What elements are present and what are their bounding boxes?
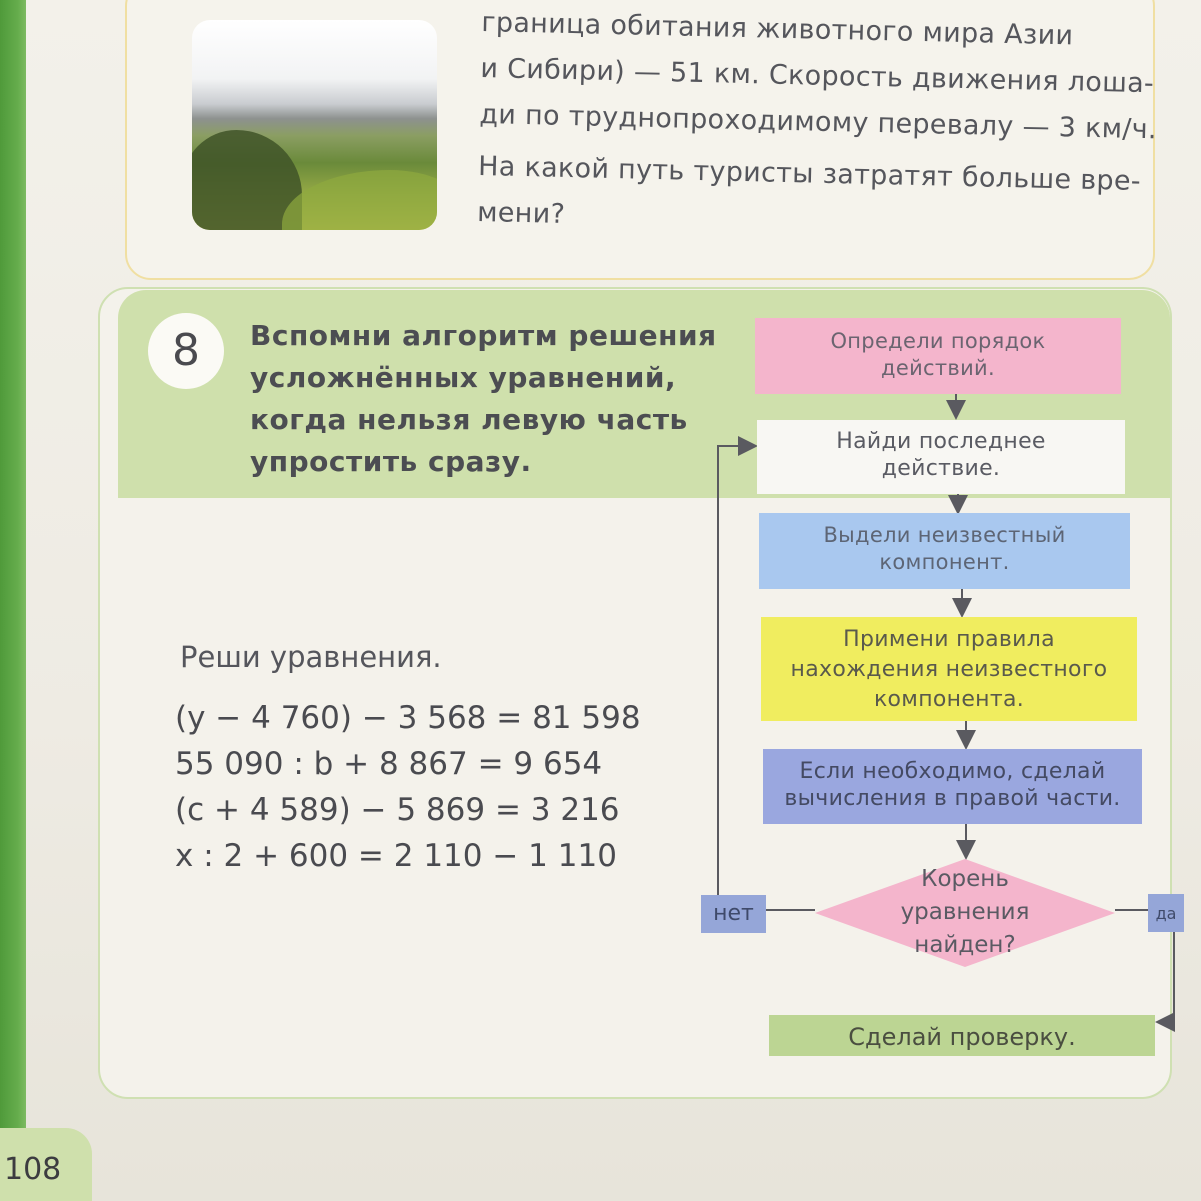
step-text: компонента.	[873, 687, 1025, 712]
decision-no-label: нет	[701, 895, 766, 933]
task-number-badge: 8	[148, 313, 224, 389]
equation: x : 2 + 600 = 2 110 − 1 110	[175, 838, 617, 874]
flowchart-step-apply-rules	[761, 617, 1137, 721]
page-number: 108	[4, 1152, 62, 1187]
heading-line: Вспомни алгоритм решения	[250, 319, 717, 352]
flowchart-decision-root-found	[815, 859, 1115, 967]
flowchart-step-check: Сделай проверку.	[769, 1015, 1155, 1056]
decision-text-line: уравнения	[900, 899, 1030, 925]
task-question-line: На какой путь туристы затратят больше вре-	[477, 150, 1142, 197]
equation: (y − 4 760) − 3 568 = 81 598	[175, 700, 641, 736]
flowchart-step-select-unknown	[759, 513, 1130, 589]
step-text: нахождения неизвестного	[790, 657, 1108, 682]
step-text: вычисления в правой части.	[784, 786, 1121, 811]
task-text-line: ди по труднопроходимому перевалу — 3 км/ч.	[479, 98, 1158, 146]
step-text: Примени правила	[843, 627, 1055, 652]
heading-line: усложнённых уравнений,	[250, 361, 677, 394]
flowchart-step-find-last-action	[757, 420, 1125, 494]
task-question-line: мени?	[476, 196, 566, 230]
heading-line: когда нельзя левую часть	[250, 403, 688, 436]
decision-yes-label: да	[1148, 894, 1184, 932]
equation: 55 090 : b + 8 867 = 9 654	[175, 746, 603, 782]
decision-text-line: найден?	[914, 932, 1016, 958]
task-text-line: граница обитания животного мира Азии	[481, 6, 1074, 52]
flowchart-step-compute-right-side	[763, 749, 1142, 824]
equation: (c + 4 589) − 5 869 = 3 216	[175, 792, 620, 828]
step-text: Определи порядок	[830, 329, 1046, 353]
flowchart-step-determine-order	[755, 318, 1121, 394]
heading-line: упростить сразу.	[250, 445, 532, 478]
step-text: действий.	[881, 356, 995, 380]
step-text: Найди последнее	[836, 429, 1046, 454]
step-text: Если необходимо, сделай	[799, 759, 1106, 784]
step-text: действие.	[881, 456, 1001, 481]
step-text: компонент.	[879, 550, 1010, 574]
step-text: Выдели неизвестный	[823, 523, 1066, 547]
solve-equations-title: Реши уравнения.	[180, 640, 442, 674]
decision-text-line: Корень	[921, 866, 1009, 892]
decision-text	[815, 863, 1115, 962]
task-text-line: и Сибири) — 51 км. Скорость движения лоша-	[480, 52, 1155, 100]
